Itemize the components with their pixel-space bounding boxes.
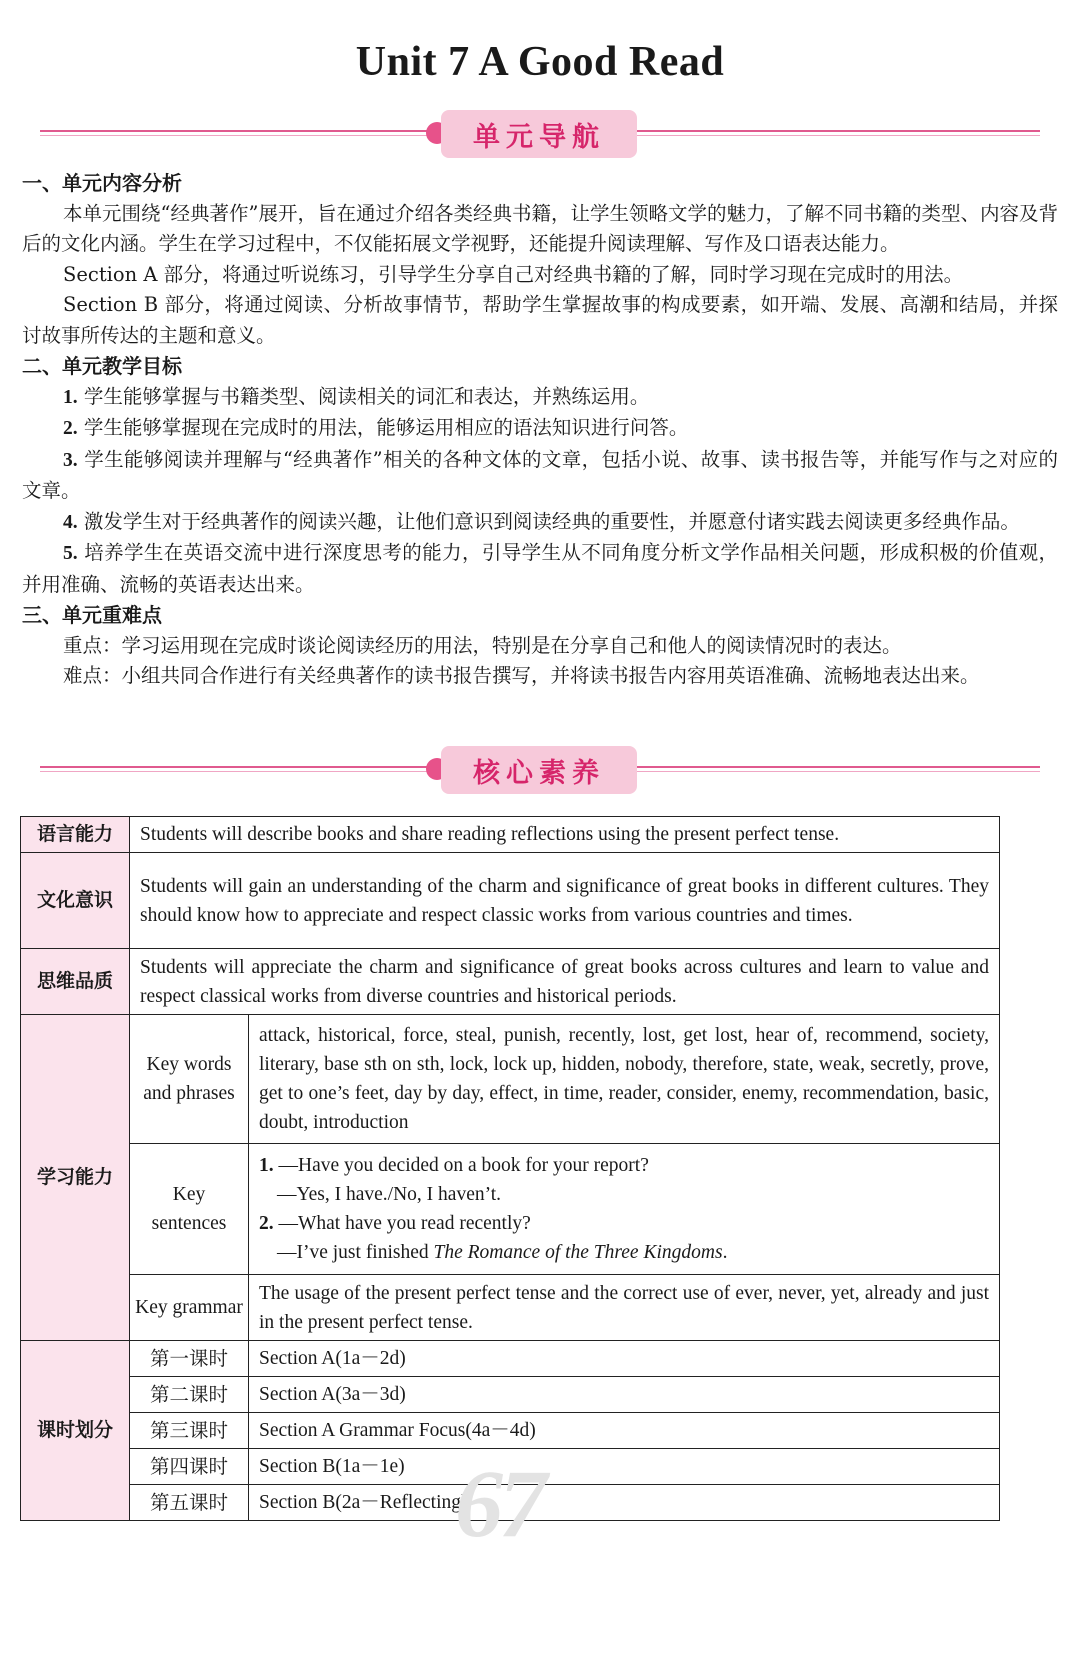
sentence-text: —Yes, I have./No, I haven’t.	[277, 1184, 502, 1205]
goal-item	[22, 507, 1058, 539]
sentence-text: —Have you decided on a book for your report?	[278, 1155, 649, 1176]
goal-number: 1.	[63, 386, 78, 408]
table-row	[21, 817, 1000, 853]
goal-text: 学生能够掌握现在完成时的用法，能够运用相应的语法知识进行问答。	[83, 416, 689, 439]
period-label: 第四课时	[130, 1449, 249, 1485]
book-title: The Romance of the Three Kingdoms	[433, 1242, 723, 1263]
subcategory-label: Key grammar	[130, 1275, 249, 1341]
table-row	[21, 1377, 1000, 1413]
goal-number: 4.	[63, 511, 78, 533]
key-sentences	[249, 1144, 1000, 1275]
sentence-line	[259, 1238, 989, 1267]
sentence-text: —What have you read recently?	[278, 1213, 531, 1234]
banner-label: 核心素养	[441, 746, 637, 794]
section-heading: 一、单元内容分析	[22, 171, 182, 195]
banner-label: 单元导航	[441, 110, 637, 158]
goal-text: 学生能够掌握与书籍类型、阅读相关的词汇和表达，并熟练运用。	[83, 384, 650, 408]
table-row	[21, 1413, 1000, 1449]
category-label: 思维品质	[21, 949, 130, 1015]
goal-number: 5.	[63, 543, 78, 564]
sentence-text: .	[722, 1242, 728, 1263]
category-text: Students will gain an understanding of the charm and significance of great books in different cultures. They should know how to appreciate and respect classic works from various countries and times.	[130, 853, 1000, 949]
period-label: 第一课时	[130, 1341, 249, 1377]
page-number: 67	[455, 1450, 543, 1557]
paragraph: 重点：学习运用现在完成时谈论阅读经历的用法，特别是在分享自己和他人的阅读情况时的表达。	[63, 633, 902, 657]
section-heading: 二、单元教学目标	[22, 354, 182, 378]
table-row	[21, 1015, 1000, 1144]
subcategory-label: Key words and phrases	[130, 1015, 249, 1144]
unit-overview	[22, 168, 1058, 692]
unit-navigation-banner	[40, 104, 1040, 164]
period-label: 第五课时	[130, 1485, 249, 1521]
period-content: Section B(1a－1e)	[249, 1449, 1000, 1485]
sentence-number: 1.	[259, 1155, 274, 1176]
category-label: 学习能力	[21, 1015, 130, 1341]
paragraph: Section A 部分，将通过听说练习，引导学生分享自己对经典书籍的了解，同时学习现在完成时的用法。	[63, 262, 964, 286]
sentence-line	[259, 1209, 989, 1238]
goal-text: 学生能够阅读并理解与“经典著作”相关的各种文体的文章，包括小说、故事、读书报告等，并能写作与之对应的文章。	[22, 447, 1058, 502]
section-heading: 三、单元重难点	[22, 603, 162, 627]
category-label: 课时划分	[21, 1341, 130, 1521]
period-content: Section B(2a－Reflecting)	[249, 1485, 1000, 1521]
goal-item	[22, 445, 1058, 507]
category-text: Students will appreciate the charm and significance of great books across cultures and learn to value and respect classical works from diverse countries and historical periods.	[130, 949, 1000, 1015]
goal-item	[22, 413, 1058, 445]
category-text: Students will describe books and share reading reflections using the present perfect tense.	[130, 817, 1000, 853]
table-row	[21, 949, 1000, 1015]
goal-number: 3.	[63, 449, 78, 471]
table-row	[21, 1275, 1000, 1341]
subcategory-label: Key sentences	[130, 1144, 249, 1275]
table-row	[21, 1144, 1000, 1275]
period-label: 第二课时	[130, 1377, 249, 1413]
grammar-text: The usage of the present perfect tense and the correct use of ever, never, yet, already and just in the present perfect tense.	[249, 1275, 1000, 1341]
goal-text: 培养学生在英语交流中进行深度思考的能力，引导学生从不同角度分析文学作品相关问题，形成积极的价值观，并用准确、流畅的英语表达出来。	[22, 541, 1058, 596]
goal-text: 激发学生对于经典著作的阅读兴趣，让他们意识到阅读经典的重要性，并愿意付诸实践去阅读更多经典作品。	[83, 509, 1020, 533]
keywords-text: attack, historical, force, steal, punish, recently, lost, get lost, hear of, recommend, society, literary, base sth on sth, lock, lock up, hidden, nobody, therefore, state, weak, secretly, prove, get to one’s feet, day by day, effect, in time, reader, consider, enemy, recommendation, basic, doubt, introduction	[249, 1015, 1000, 1144]
paragraph: 本单元围绕“经典著作”展开，旨在通过介绍各类经典书籍，让学生领略文学的魅力，了解不同书籍的类型、内容及背后的文化内涵。学生在学习过程中，不仅能拓展文学视野，还能提升阅读理解、写作及口语表达能力。	[22, 201, 1058, 255]
period-content: Section A Grammar Focus(4a－4d)	[249, 1413, 1000, 1449]
table-row	[21, 853, 1000, 949]
unit-title: Unit 7 A Good Read	[355, 39, 725, 85]
paragraph: 难点：小组共同合作进行有关经典著作的读书报告撰写，并将读书报告内容用英语准确、流畅地表达出来。	[63, 664, 980, 687]
table-row	[21, 1341, 1000, 1377]
core-competency-table	[20, 816, 1000, 1521]
core-competency-banner	[40, 740, 1040, 800]
goal-item	[22, 538, 1058, 600]
sentence-number: 2.	[259, 1213, 274, 1234]
goal-item	[22, 382, 1058, 414]
period-content: Section A(3a－3d)	[249, 1377, 1000, 1413]
sentence-line	[259, 1180, 989, 1209]
paragraph: Section B 部分，将通过阅读、分析故事情节，帮助学生掌握故事的构成要素，如开端、发展、高潮和结局，并探讨故事所传达的主题和意义。	[22, 293, 1058, 347]
category-label: 文化意识	[21, 853, 130, 949]
period-label: 第三课时	[130, 1413, 249, 1449]
sentence-text: —I’ve just finished	[277, 1242, 434, 1263]
goal-number: 2.	[63, 418, 78, 439]
period-content: Section A(1a－2d)	[249, 1341, 1000, 1377]
sentence-line	[259, 1151, 989, 1180]
category-label: 语言能力	[21, 817, 130, 853]
